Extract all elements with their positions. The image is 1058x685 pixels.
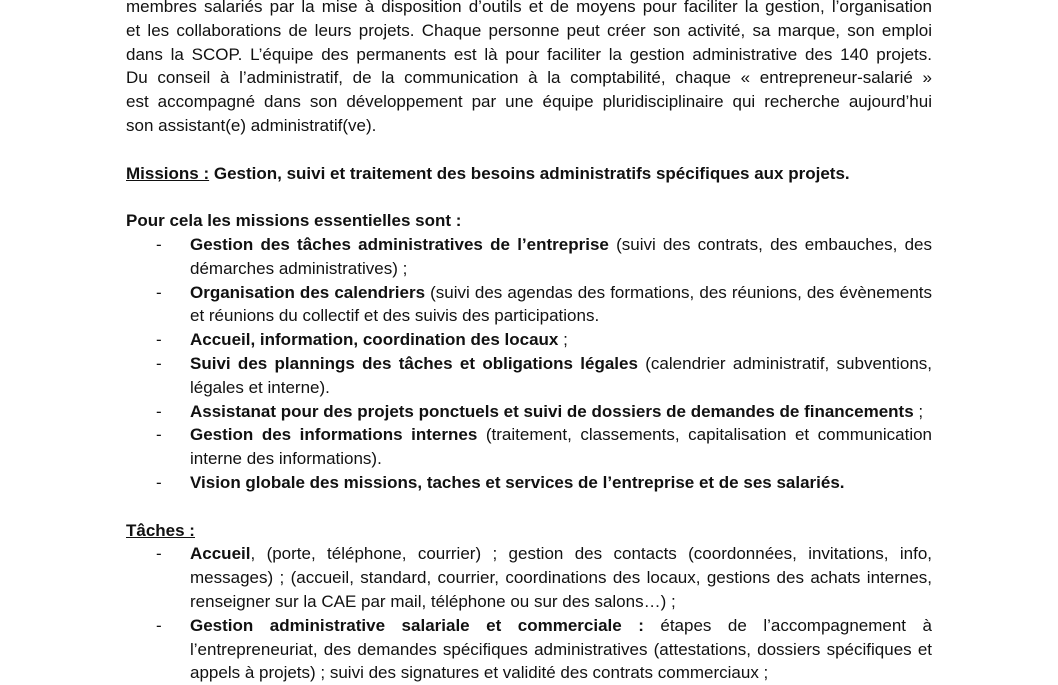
mission-bold: Organisation des calendriers xyxy=(190,282,426,302)
list-item xyxy=(126,471,932,495)
mission-text: ; xyxy=(558,330,568,350)
mission-text: (calendrier administratif, subventions, légales et interne). xyxy=(190,353,933,397)
missions-intro: Pour cela les missions essentielles sont : xyxy=(126,211,462,231)
mission-bold: Gestion des tâches administratives de l’entreprise xyxy=(190,234,609,254)
bullet-dash: - xyxy=(156,234,162,254)
tache-text: étapes de l’accompagnement à l’entrepreneuriat, des demandes spécifiques administratives (attestations, dossiers spécifiques et appels à projets) ; suivi des signatures et validité des contrats commerciaux ; xyxy=(190,615,932,683)
bullet-dash: - xyxy=(156,425,162,445)
list-item xyxy=(126,400,932,424)
bullet-dash: - xyxy=(156,615,162,635)
tache-text: , (porte, téléphone, courrier) ; gestion des contacts (coordonnées, invitations, info, messages) ; (accueil, standard, courrier, coordinations des locaux, gestions des achats internes, renseigner sur la CAE par mail, téléphone ou sur des salons…) ; xyxy=(190,544,932,611)
bullet-dash: - xyxy=(156,472,162,492)
intro-line: dans la SCOP. L’équipe des permanents est là pour faciliter la gestion administrative des 140 projets. xyxy=(126,44,932,64)
bullet-dash: - xyxy=(156,544,162,564)
mission-bold: Accueil, information, coordination des locaux xyxy=(190,330,559,350)
bullet-dash: - xyxy=(156,401,162,421)
mission-text: (suivi des agendas des formations, des réunions, des évènements et réunions du collectif et des suivis des participations. xyxy=(190,282,932,326)
intro-line: membres salariés par la mise à disposition d’outils et de moyens pour faciliter la gestion, l’organisation xyxy=(126,0,932,16)
list-item xyxy=(126,281,932,329)
document-page xyxy=(126,0,932,685)
missions-list xyxy=(126,233,932,495)
bullet-dash: - xyxy=(156,282,162,302)
bullet-dash: - xyxy=(156,353,162,373)
tache-bold: Accueil xyxy=(190,544,251,564)
list-item xyxy=(126,423,932,471)
mission-text: (traitement, classements, capitalisation et communication interne des informations). xyxy=(190,425,933,469)
missions-heading-label: Missions : xyxy=(126,163,210,183)
mission-bold: Gestion des informations internes xyxy=(190,425,478,445)
list-item xyxy=(126,352,932,400)
missions-heading-text: Gestion, suivi et traitement des besoins administratifs spécifiques aux projets. xyxy=(209,163,850,183)
mission-bold: Assistanat pour des projets ponctuels et suivi de dossiers de demandes de financements xyxy=(190,401,914,421)
bullet-dash: - xyxy=(156,330,162,350)
list-item xyxy=(126,542,932,613)
taches-heading: Tâches : xyxy=(126,520,195,540)
intro-line: son assistant(e) administratif(ve). xyxy=(126,115,377,135)
list-item xyxy=(126,328,932,352)
mission-bold: Suivi des plannings des tâches et obligations légales xyxy=(190,353,638,373)
intro-line: Du conseil à l’administratif, de la communication à la comptabilité, chaque « entrepreneur-salarié » xyxy=(126,68,932,88)
mission-text: (suivi des contrats, des embauches, des démarches administratives) ; xyxy=(190,234,933,278)
intro-paragraph xyxy=(126,0,932,138)
taches-list xyxy=(126,542,932,685)
intro-line: est accompagné dans son développement par une équipe pluridisciplinaire qui recherche aujourd’hui xyxy=(126,92,932,112)
mission-bold: Vision globale des missions, taches et services de l’entreprise et de ses salariés. xyxy=(190,472,845,492)
list-item xyxy=(126,614,932,685)
missions-heading xyxy=(126,162,932,186)
intro-line: et les collaborations de leurs projets. Chaque personne peut créer son activité, sa marque, son emploi xyxy=(126,20,932,40)
mission-text: ; xyxy=(913,401,924,421)
list-item xyxy=(126,233,932,281)
tache-bold: Gestion administrative salariale et commerciale : xyxy=(190,615,644,635)
